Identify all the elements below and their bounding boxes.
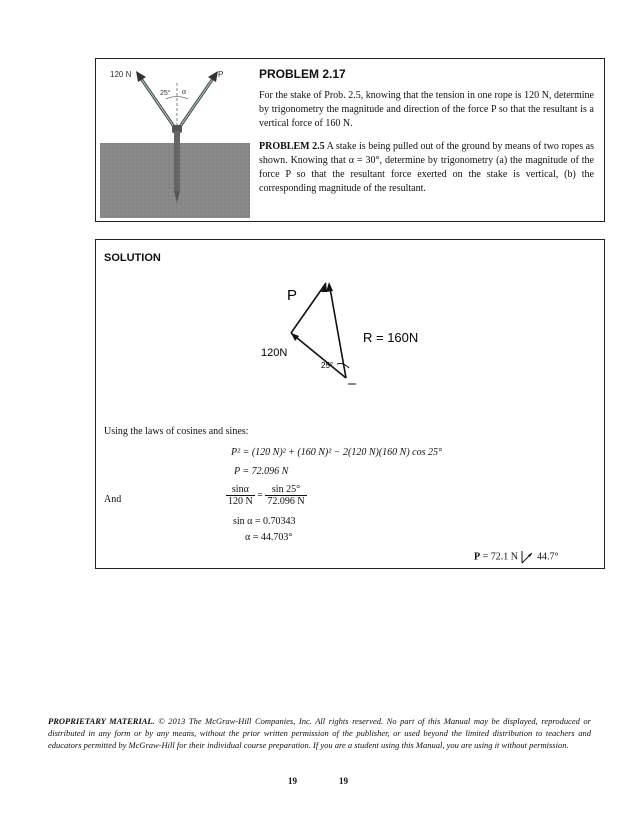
page-number-duplicate: 19 (339, 776, 348, 786)
copyright-footer (48, 715, 591, 751)
final-answer (474, 550, 558, 564)
problem-2-5-title: PROBLEM 2.5 (259, 141, 325, 152)
law-of-cosines-equation: P² = (120 N)² + (160 N)² − 2(120 N)(160 N) cos 25° (231, 447, 442, 458)
problem-text: For the stake of Prob. 2.5, knowing that the tension in one rope is 120 N, determine by trigonometry the magnitude and direction of the force P so that the resultant is a vertical force of 160 N. (259, 90, 594, 129)
answer-p-symbol: P (474, 551, 481, 563)
fraction-left (226, 484, 255, 507)
footer-text: © 2013 The McGraw-Hill Companies, Inc. All rights reserved. No part of this Manual may be displayed, reproduced or distributed in any form or by any means, without the prior written permission of the publisher, or used beyond the limited distribution to teachers and educators permitted by McGraw-Hill for their individual course preparation. If you are a student using this Manual, you are using it without permission. (48, 716, 591, 750)
figure-angle-alpha: α (182, 87, 187, 96)
sketch-angle-25: 25° (321, 361, 334, 370)
alpha-equation: α = 44.703° (245, 532, 293, 543)
page-number: 19 (288, 776, 297, 786)
problem-2-5-body: A stake is being pulled out of the ground by means of two ropes as shown. Knowing that α = 30°, determine by trigonometry (a) the magnitude of the force P so that the resultant force exerted on the stake is vertical, (b) the corresponding magnitude of the resultant. (259, 141, 595, 194)
sketch-label-p: P (287, 287, 298, 304)
solution-box (95, 239, 605, 569)
solution-title: SOLUTION (104, 252, 161, 264)
problem-title: PROBLEM 2.17 (259, 67, 346, 81)
fraction-left-numerator: sinα (226, 484, 255, 496)
answer-value: = 72.1 N (482, 551, 518, 563)
fraction-right-denominator: 72.096 N (267, 496, 305, 507)
fraction-right-numerator: sin 25° (265, 484, 306, 496)
figure-label-p: P (218, 70, 224, 79)
and-label: And (104, 494, 122, 505)
sketch-label-120n: 120N (261, 347, 288, 359)
figure-label-120n: 120 N (110, 70, 132, 79)
law-of-sines-equation: $\frac{\sin\alpha}{120 N}$ = $\frac{\sin 25^\circ}{72.096 N}$ (228, 484, 305, 507)
fraction-left-denominator: 120 N (228, 496, 253, 507)
sketch-label-r: R = 160N (363, 330, 419, 345)
problem-box (95, 58, 605, 222)
stake-figure (100, 63, 250, 218)
angle-direction-icon (520, 550, 534, 564)
problem-2-5-text (259, 140, 594, 196)
force-triangle-sketch (251, 278, 481, 408)
fraction-right (265, 484, 306, 507)
p-magnitude-equation: P = 72.096 N (234, 466, 289, 477)
footer-lead: PROPRIETARY MATERIAL. (48, 716, 155, 726)
figure-angle-25: 25° (160, 90, 171, 97)
sine-alpha-equation: sin α = 0.70343 (233, 516, 296, 527)
solution-intro: Using the laws of cosines and sines: (104, 426, 249, 437)
answer-angle: 44.7° (536, 551, 559, 563)
